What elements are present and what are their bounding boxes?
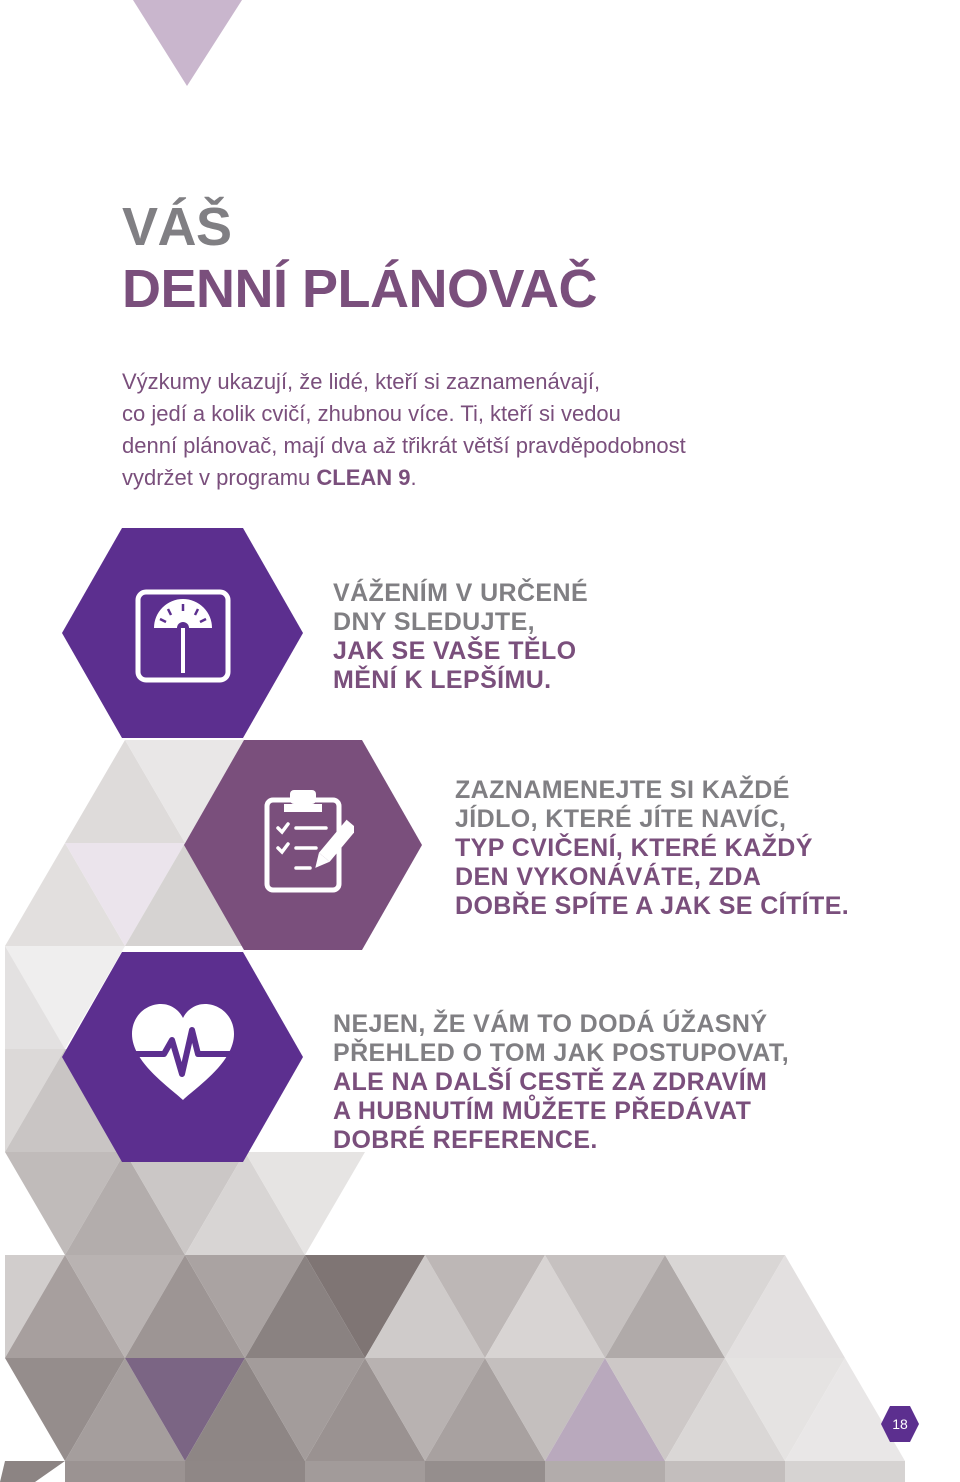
tip-overview — [333, 1010, 789, 1155]
tip-line: DNY SLEDUJTE, — [333, 608, 536, 636]
top-triangle — [133, 0, 242, 86]
intro-line: vydržet v programu — [122, 465, 317, 490]
tip-line: DOBŘE SPÍTE A JAK SE CÍTÍTE. — [455, 892, 850, 920]
intro-line: co jedí a kolik cvičí, zhubnou více. Ti, kteří si vedou — [122, 401, 621, 426]
tip-line: NEJEN, ŽE VÁM TO DODÁ ÚŽASNÝ — [333, 1010, 768, 1038]
tip-weighing — [333, 579, 588, 695]
tip-line: PŘEHLED O TOM JAK POSTUPOVAT, — [333, 1039, 790, 1067]
intro-paragraph — [122, 366, 822, 494]
tip-line: MĚNÍ K LEPŠÍMU. — [333, 666, 552, 694]
page-title-line2: DENNÍ PLÁNOVAČ — [122, 259, 598, 319]
page-title-line1: VÁŠ — [122, 197, 232, 257]
tip-line: JÍDLO, KTERÉ JÍTE NAVÍC, — [455, 805, 787, 833]
tip-line: DOBRÉ REFERENCE. — [333, 1126, 598, 1154]
tip-line: TYP CVIČENÍ, KTERÉ KAŽDÝ — [455, 834, 813, 862]
page-number: 18 — [892, 1416, 908, 1432]
tip-line: VÁŽENÍM V URČENÉ — [333, 579, 589, 607]
program-name: CLEAN 9 — [316, 465, 411, 490]
intro-line: denní plánovač, mají dva až třikrát větší pravděpodobnost — [122, 433, 686, 458]
intro-line: Výzkumy ukazují, že lidé, kteří si zaznamenávají, — [122, 369, 601, 394]
tip-line: ZAZNAMENEJTE SI KAŽDÉ — [455, 776, 790, 804]
tip-line: JAK SE VAŠE TĚLO — [333, 637, 577, 665]
tip-line: DEN VYKONÁVÁTE, ZDA — [455, 863, 762, 891]
tip-line: ALE NA DALŠÍ CESTĚ ZA ZDRAVÍM — [333, 1068, 768, 1096]
tip-line: A HUBNUTÍM MŮŽETE PŘEDÁVAT — [333, 1097, 752, 1125]
heart-pulse-icon — [128, 1002, 238, 1102]
scale-icon — [134, 588, 232, 684]
intro-period: . — [410, 465, 417, 490]
tip-recording — [455, 776, 849, 921]
page-title — [122, 196, 597, 320]
clipboard-icon — [262, 786, 354, 894]
